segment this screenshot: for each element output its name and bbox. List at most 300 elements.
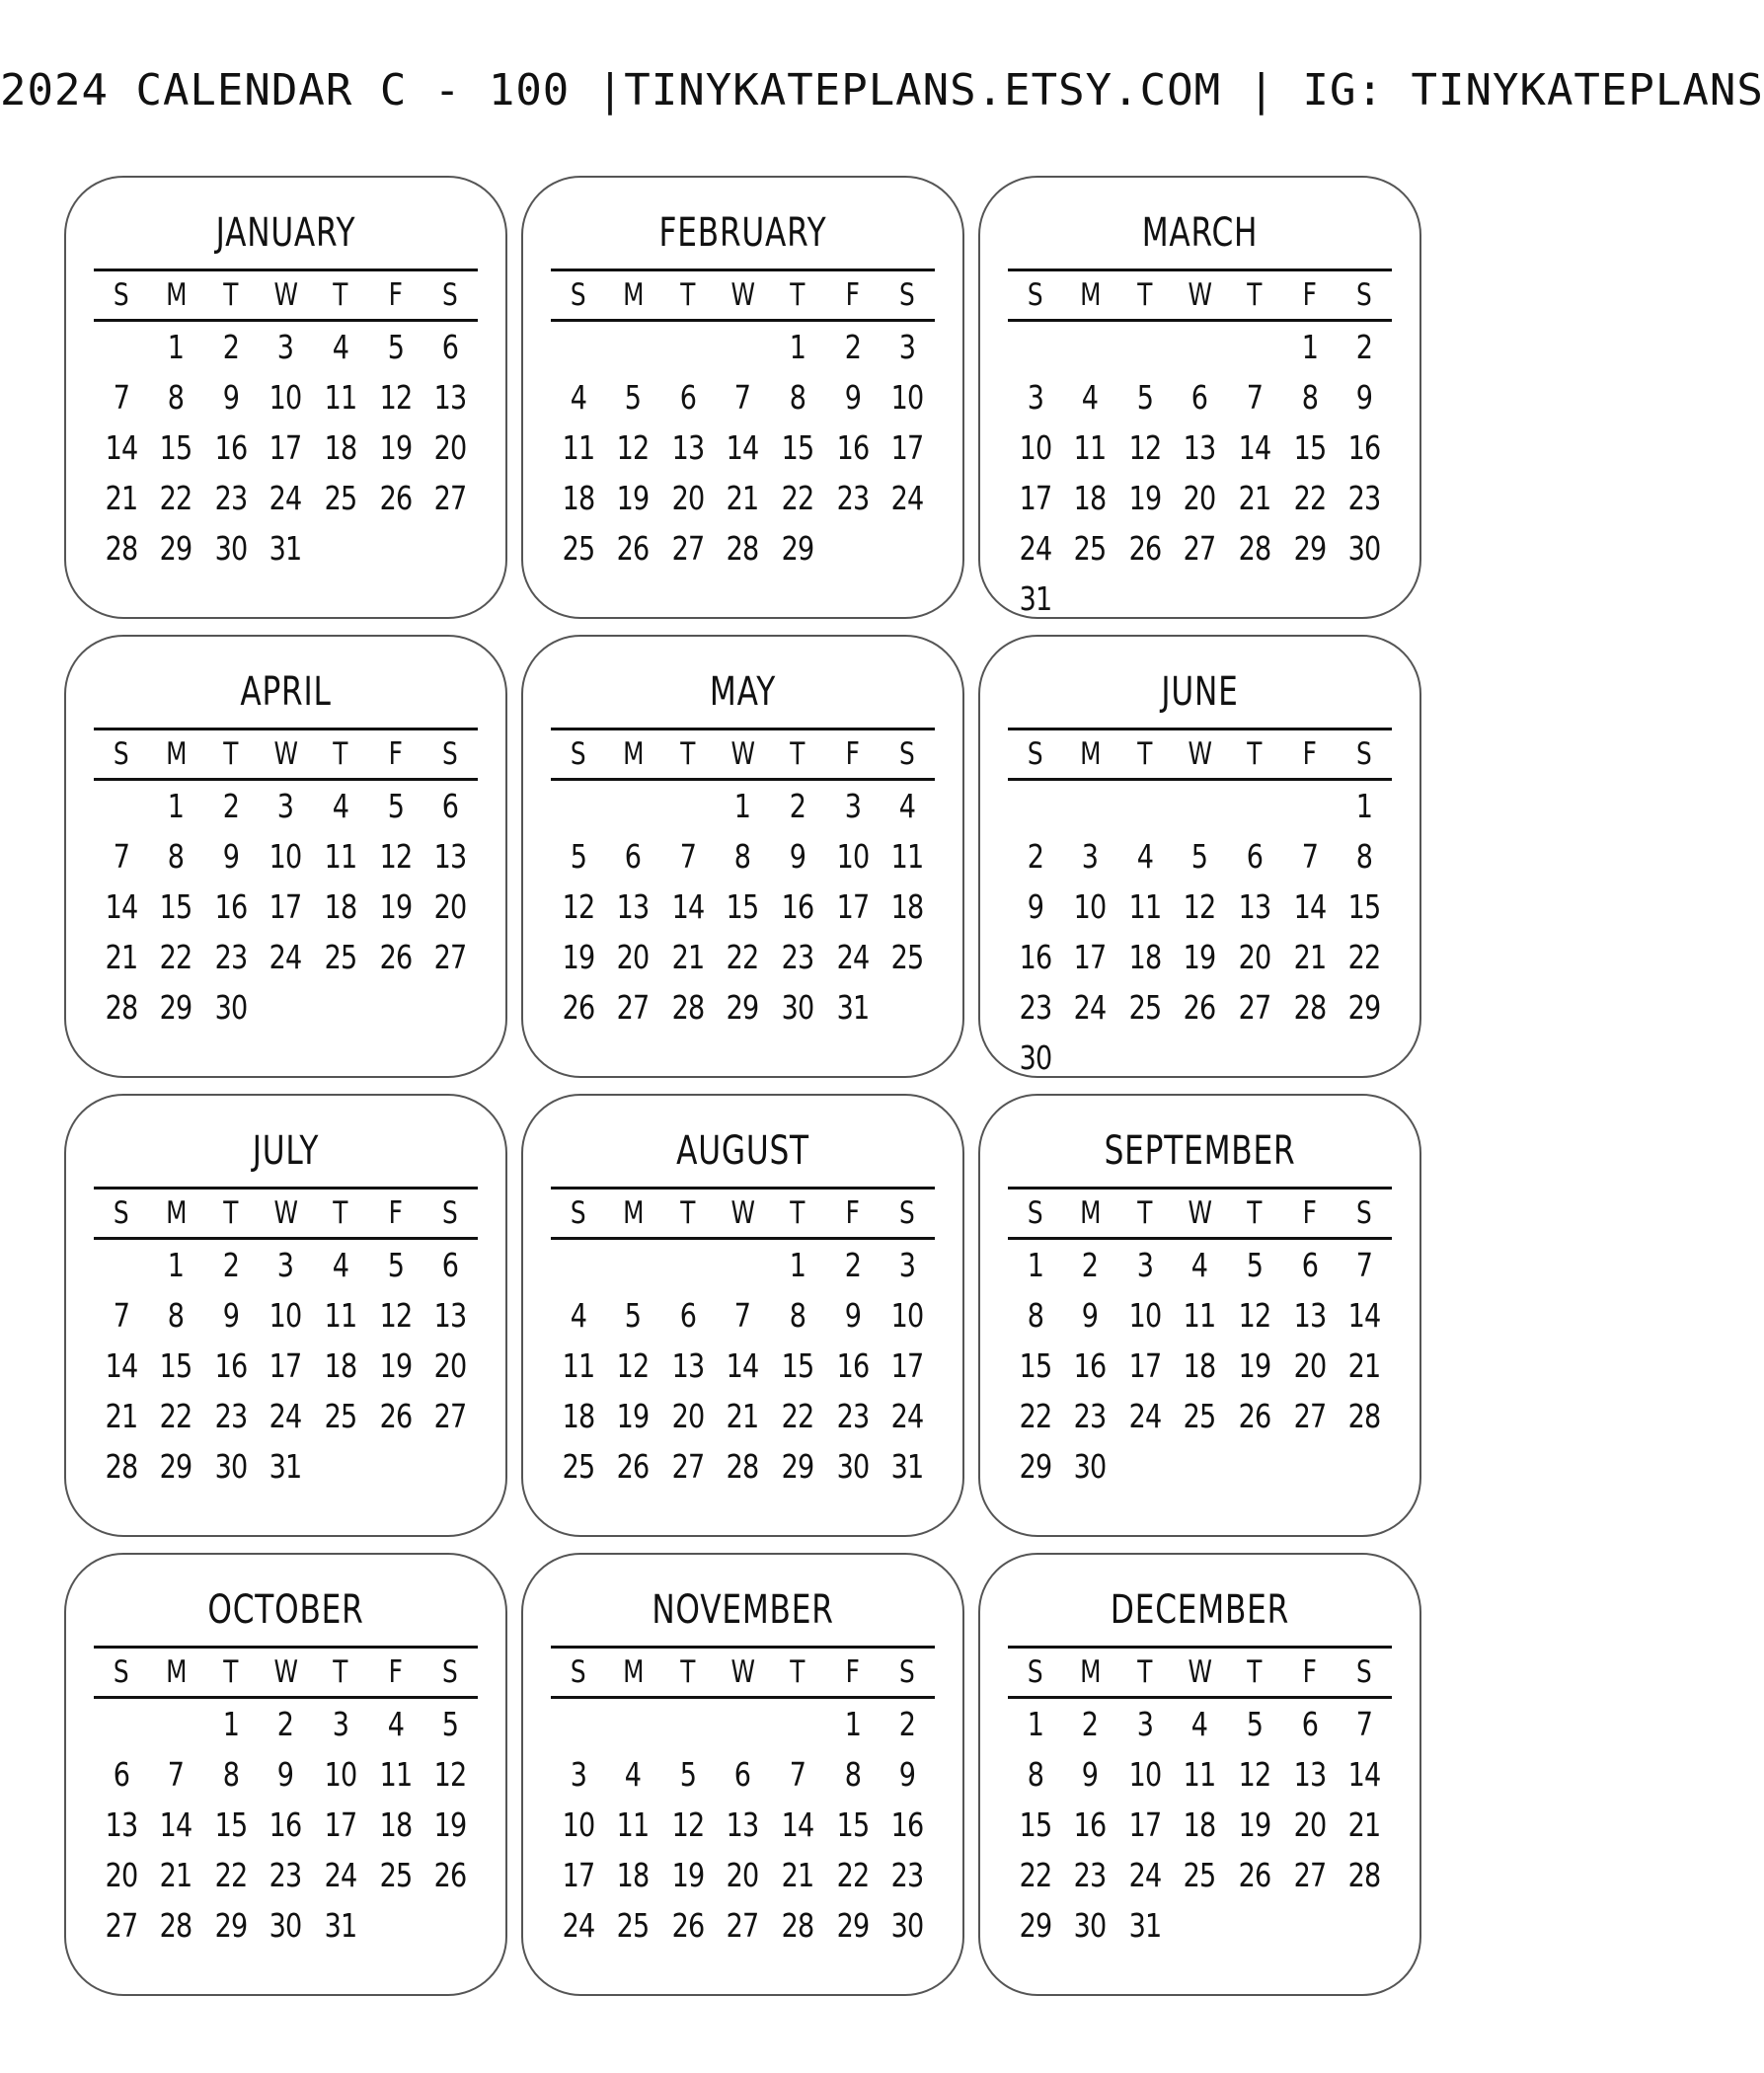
day-cell	[203, 780, 259, 832]
day-number: 10	[269, 837, 302, 876]
day-number: 8	[789, 378, 806, 417]
day-number: 18	[562, 1397, 595, 1435]
day-cell	[716, 473, 771, 523]
day-cell	[1008, 982, 1063, 1033]
day-number: 4	[1136, 837, 1154, 876]
day-cell	[203, 321, 259, 373]
day-number: 18	[1184, 1346, 1216, 1385]
day-number: 27	[1293, 1397, 1326, 1435]
day-number: 23	[214, 1397, 248, 1435]
day-cell	[551, 523, 606, 574]
day-number: 15	[781, 428, 814, 467]
day-number: 6	[734, 1755, 751, 1794]
day-cell	[1337, 982, 1392, 1033]
day-cell	[825, 1698, 881, 1750]
day-number: 27	[1184, 529, 1216, 568]
day-cell	[368, 1850, 423, 1900]
day-cell	[1117, 422, 1173, 473]
month-name: APRIL	[240, 669, 332, 715]
weekday-header: M	[154, 729, 197, 780]
day-cell	[825, 882, 881, 932]
day-number: 29	[727, 988, 759, 1027]
day-number: 14	[1347, 1755, 1381, 1794]
day-cell	[313, 321, 368, 373]
day-number: 18	[379, 1805, 412, 1844]
day-cell	[368, 1749, 423, 1800]
day-number: 12	[1184, 887, 1216, 926]
day-cell	[1282, 932, 1338, 982]
day-number: 12	[1128, 428, 1162, 467]
empty-cell	[1337, 1033, 1392, 1083]
day-number: 4	[332, 787, 349, 825]
day-number: 14	[105, 887, 138, 926]
day-number: 28	[781, 1906, 814, 1945]
weekday-header: S	[428, 729, 473, 780]
day-number: 10	[890, 1296, 924, 1335]
day-number: 7	[734, 1296, 751, 1335]
day-number: 29	[159, 529, 192, 568]
day-number: 2	[222, 787, 240, 825]
day-cell	[606, 1290, 661, 1341]
day-number: 7	[113, 837, 129, 876]
day-cell	[94, 1749, 149, 1800]
day-number: 15	[1019, 1805, 1052, 1844]
month-name: DECEMBER	[1110, 1587, 1290, 1633]
day-cell	[606, 1850, 661, 1900]
day-cell	[94, 523, 149, 574]
day-cell	[1117, 1850, 1173, 1900]
empty-cell	[1337, 574, 1392, 624]
day-cell	[203, 1290, 259, 1341]
day-number: 10	[269, 378, 302, 417]
day-number: 16	[214, 887, 248, 926]
day-number: 26	[379, 479, 412, 517]
month-name: MAY	[709, 669, 777, 715]
day-number: 20	[671, 1397, 705, 1435]
weekday-header: M	[154, 1189, 197, 1239]
day-cell	[660, 473, 716, 523]
day-cell	[149, 372, 204, 422]
day-number: 12	[379, 378, 412, 417]
day-number: 18	[890, 887, 924, 926]
weekday-header: M	[611, 1648, 654, 1698]
page-header: 2024 CALENDAR C - 100 |TINYKATEPLANS.ETSY.COM | IG: TINYKATEPLANS	[0, 65, 1764, 115]
day-number: 29	[781, 1447, 814, 1486]
day-cell	[422, 372, 478, 422]
day-number: 6	[441, 1246, 459, 1284]
weekday-header: W	[721, 1189, 764, 1239]
weekday-header: W	[264, 270, 307, 321]
empty-cell	[259, 982, 314, 1033]
day-number: 24	[269, 479, 302, 517]
day-cell	[368, 1341, 423, 1391]
day-number: 23	[1073, 1856, 1107, 1894]
day-cell	[825, 1900, 881, 1951]
day-cell	[1008, 882, 1063, 932]
day-cell	[551, 372, 606, 422]
weekday-header: F	[373, 729, 417, 780]
empty-cell	[770, 1698, 825, 1750]
day-cell	[313, 1850, 368, 1900]
empty-cell	[1173, 321, 1228, 373]
day-cell	[1008, 1290, 1063, 1341]
day-cell	[606, 982, 661, 1033]
day-number: 30	[1347, 529, 1381, 568]
day-cell	[606, 831, 661, 882]
day-cell	[770, 1341, 825, 1391]
day-cell	[1337, 372, 1392, 422]
day-number: 18	[562, 479, 595, 517]
day-number: 23	[1019, 988, 1052, 1027]
day-cell	[149, 422, 204, 473]
weekday-header: T	[1233, 1648, 1276, 1698]
day-number: 31	[269, 1447, 302, 1486]
day-number: 14	[727, 1346, 759, 1385]
day-cell	[422, 1698, 478, 1750]
day-number: 21	[727, 479, 759, 517]
day-cell	[825, 780, 881, 832]
empty-cell	[551, 1239, 606, 1291]
day-cell	[660, 1800, 716, 1850]
day-number: 11	[324, 837, 357, 876]
day-cell	[716, 982, 771, 1033]
empty-cell	[880, 982, 935, 1033]
day-cell	[1337, 523, 1392, 574]
day-cell	[1227, 1341, 1282, 1391]
day-cell	[368, 372, 423, 422]
day-cell	[368, 1290, 423, 1341]
empty-cell	[1282, 1900, 1338, 1951]
day-cell	[149, 1900, 204, 1951]
day-cell	[770, 1749, 825, 1800]
day-number: 17	[269, 1346, 302, 1385]
day-cell	[259, 882, 314, 932]
day-cell	[1282, 882, 1338, 932]
day-number: 22	[1019, 1397, 1052, 1435]
day-cell	[1063, 1290, 1118, 1341]
weekday-header: M	[1068, 270, 1112, 321]
day-number: 5	[1191, 837, 1208, 876]
day-number: 11	[562, 428, 595, 467]
day-cell	[203, 1850, 259, 1900]
day-cell	[551, 982, 606, 1033]
day-cell	[94, 1290, 149, 1341]
day-number: 27	[105, 1906, 138, 1945]
empty-cell	[422, 1441, 478, 1492]
day-cell	[422, 780, 478, 832]
day-number: 3	[332, 1705, 349, 1743]
day-number: 1	[222, 1705, 240, 1743]
day-number: 9	[789, 837, 806, 876]
day-cell	[422, 321, 478, 373]
day-cell	[1227, 523, 1282, 574]
day-cell	[825, 1850, 881, 1900]
day-cell	[716, 882, 771, 932]
day-cell	[1063, 1441, 1118, 1492]
day-cell	[825, 473, 881, 523]
day-cell	[551, 831, 606, 882]
day-cell	[1282, 1749, 1338, 1800]
day-cell	[1227, 1239, 1282, 1291]
day-number: 9	[1082, 1296, 1099, 1335]
day-cell	[660, 1749, 716, 1800]
day-cell	[422, 1391, 478, 1441]
month-card-march	[978, 176, 1421, 619]
day-cell	[1227, 1698, 1282, 1750]
day-cell	[1117, 1800, 1173, 1850]
month-table	[1008, 728, 1392, 1083]
day-number: 11	[324, 1296, 357, 1335]
weekday-header: S	[557, 1648, 600, 1698]
day-cell	[716, 1900, 771, 1951]
weekday-header: M	[154, 1648, 197, 1698]
day-cell	[1117, 1341, 1173, 1391]
day-number: 13	[1238, 887, 1271, 926]
weekday-header: F	[1287, 270, 1331, 321]
day-number: 21	[105, 1397, 138, 1435]
day-cell	[770, 1900, 825, 1951]
day-number: 19	[379, 1346, 412, 1385]
day-number: 22	[836, 1856, 869, 1894]
day-number: 11	[1128, 887, 1162, 926]
day-number: 27	[1238, 988, 1271, 1027]
day-number: 15	[1293, 428, 1326, 467]
day-cell	[770, 1391, 825, 1441]
weekday-header: S	[1014, 1648, 1057, 1698]
day-number: 27	[433, 479, 467, 517]
day-cell	[825, 372, 881, 422]
weekday-header: M	[611, 1189, 654, 1239]
day-cell	[1008, 1391, 1063, 1441]
day-cell	[313, 1341, 368, 1391]
day-number: 23	[269, 1856, 302, 1894]
day-number: 21	[671, 938, 705, 976]
day-number: 13	[671, 428, 705, 467]
day-number: 6	[679, 378, 697, 417]
day-number: 1	[1355, 787, 1373, 825]
day-number: 20	[1238, 938, 1271, 976]
day-number: 17	[890, 1346, 924, 1385]
weekday-header: F	[1287, 729, 1331, 780]
day-number: 4	[1191, 1705, 1208, 1743]
day-number: 19	[1238, 1805, 1271, 1844]
day-cell	[259, 473, 314, 523]
day-cell	[1173, 831, 1228, 882]
day-cell	[422, 932, 478, 982]
day-cell	[259, 321, 314, 373]
day-cell	[1227, 1290, 1282, 1341]
day-number: 31	[324, 1906, 357, 1945]
day-cell	[422, 831, 478, 882]
day-number: 16	[1073, 1805, 1107, 1844]
day-cell	[1337, 422, 1392, 473]
empty-cell	[1173, 1900, 1228, 1951]
day-number: 26	[1184, 988, 1216, 1027]
day-number: 30	[214, 1447, 248, 1486]
weekday-header: T	[1233, 729, 1276, 780]
day-cell	[716, 932, 771, 982]
day-number: 2	[1027, 837, 1043, 876]
day-cell	[606, 1341, 661, 1391]
day-cell	[551, 1749, 606, 1800]
day-cell	[1063, 831, 1118, 882]
day-number: 9	[1082, 1755, 1099, 1794]
weekday-header: W	[721, 729, 764, 780]
day-cell	[313, 1239, 368, 1291]
day-number: 6	[1246, 837, 1264, 876]
weekday-header: S	[885, 1189, 930, 1239]
day-cell	[716, 1441, 771, 1492]
day-number: 5	[570, 837, 586, 876]
empty-cell	[422, 523, 478, 574]
day-number: 20	[433, 428, 467, 467]
day-number: 21	[105, 479, 138, 517]
day-cell	[825, 982, 881, 1033]
day-cell	[422, 1850, 478, 1900]
day-cell	[1063, 1900, 1118, 1951]
day-number: 8	[1301, 378, 1318, 417]
day-number: 4	[570, 1296, 586, 1335]
day-cell	[880, 422, 935, 473]
day-cell	[259, 1900, 314, 1951]
day-number: 18	[1073, 479, 1107, 517]
empty-cell	[1282, 574, 1338, 624]
day-number: 9	[222, 1296, 240, 1335]
weekday-header: S	[428, 1648, 473, 1698]
day-cell	[203, 1239, 259, 1291]
day-cell	[203, 523, 259, 574]
month-name: JUNE	[1161, 669, 1239, 715]
day-number: 3	[1082, 837, 1099, 876]
day-number: 10	[324, 1755, 357, 1794]
day-number: 7	[734, 378, 751, 417]
day-cell	[1227, 831, 1282, 882]
day-cell	[716, 523, 771, 574]
day-number: 30	[269, 1906, 302, 1945]
day-cell	[259, 932, 314, 982]
day-number: 29	[1347, 988, 1381, 1027]
day-cell	[716, 780, 771, 832]
day-number: 1	[168, 787, 185, 825]
day-cell	[1008, 1698, 1063, 1750]
day-number: 16	[214, 428, 248, 467]
day-cell	[1117, 523, 1173, 574]
day-cell	[149, 932, 204, 982]
day-cell	[880, 1850, 935, 1900]
day-cell	[770, 1441, 825, 1492]
day-number: 18	[616, 1856, 650, 1894]
day-cell	[203, 372, 259, 422]
day-number: 11	[616, 1805, 650, 1844]
day-number: 15	[727, 887, 759, 926]
day-number: 12	[616, 428, 650, 467]
empty-cell	[606, 1698, 661, 1750]
day-number: 14	[781, 1805, 814, 1844]
weekday-header: S	[100, 729, 143, 780]
weekday-header: T	[1123, 1189, 1167, 1239]
day-number: 26	[379, 1397, 412, 1435]
empty-cell	[313, 1441, 368, 1492]
day-number: 24	[269, 938, 302, 976]
day-cell	[770, 780, 825, 832]
day-number: 27	[433, 938, 467, 976]
day-number: 28	[159, 1906, 192, 1945]
day-cell	[1173, 982, 1228, 1033]
weekday-header: T	[666, 270, 710, 321]
day-number: 22	[727, 938, 759, 976]
weekday-header: M	[1068, 1648, 1112, 1698]
day-number: 14	[159, 1805, 192, 1844]
day-cell	[880, 372, 935, 422]
day-cell	[94, 473, 149, 523]
day-cell	[313, 882, 368, 932]
empty-cell	[422, 1900, 478, 1951]
day-cell	[1008, 422, 1063, 473]
day-number: 15	[1347, 887, 1381, 926]
empty-cell	[716, 321, 771, 373]
day-number: 25	[324, 938, 357, 976]
day-cell	[1282, 1800, 1338, 1850]
month-name: FEBRUARY	[658, 210, 827, 256]
day-cell	[770, 1800, 825, 1850]
day-cell	[1227, 422, 1282, 473]
day-cell	[1008, 1800, 1063, 1850]
empty-cell	[1227, 321, 1282, 373]
day-cell	[259, 523, 314, 574]
day-cell	[1117, 882, 1173, 932]
empty-cell	[313, 982, 368, 1033]
empty-cell	[1063, 321, 1118, 373]
day-cell	[880, 1900, 935, 1951]
day-number: 10	[890, 378, 924, 417]
day-cell	[1063, 1800, 1118, 1850]
day-cell	[1173, 1749, 1228, 1800]
day-number: 31	[890, 1447, 924, 1486]
day-cell	[1282, 1850, 1338, 1900]
day-cell	[259, 372, 314, 422]
day-number: 10	[1019, 428, 1052, 467]
day-number: 23	[1347, 479, 1381, 517]
month-table	[1008, 1187, 1392, 1492]
empty-cell	[94, 1239, 149, 1291]
empty-cell	[313, 523, 368, 574]
day-number: 18	[324, 887, 357, 926]
day-cell	[770, 831, 825, 882]
day-cell	[313, 422, 368, 473]
day-number: 20	[105, 1856, 138, 1894]
day-number: 1	[789, 1246, 806, 1284]
day-number: 20	[1293, 1346, 1326, 1385]
day-cell	[1117, 932, 1173, 982]
month-table	[551, 1187, 935, 1492]
day-cell	[770, 1239, 825, 1291]
day-number: 13	[1293, 1755, 1326, 1794]
day-cell	[313, 1800, 368, 1850]
day-number: 5	[679, 1755, 697, 1794]
empty-cell	[1117, 780, 1173, 832]
day-cell	[551, 1290, 606, 1341]
day-number: 1	[734, 787, 751, 825]
day-cell	[770, 422, 825, 473]
day-number: 14	[727, 428, 759, 467]
day-cell	[880, 1698, 935, 1750]
day-cell	[551, 882, 606, 932]
day-number: 25	[1184, 1856, 1216, 1894]
day-number: 16	[214, 1346, 248, 1385]
day-cell	[1063, 1391, 1118, 1441]
day-number: 27	[727, 1906, 759, 1945]
day-number: 20	[433, 1346, 467, 1385]
